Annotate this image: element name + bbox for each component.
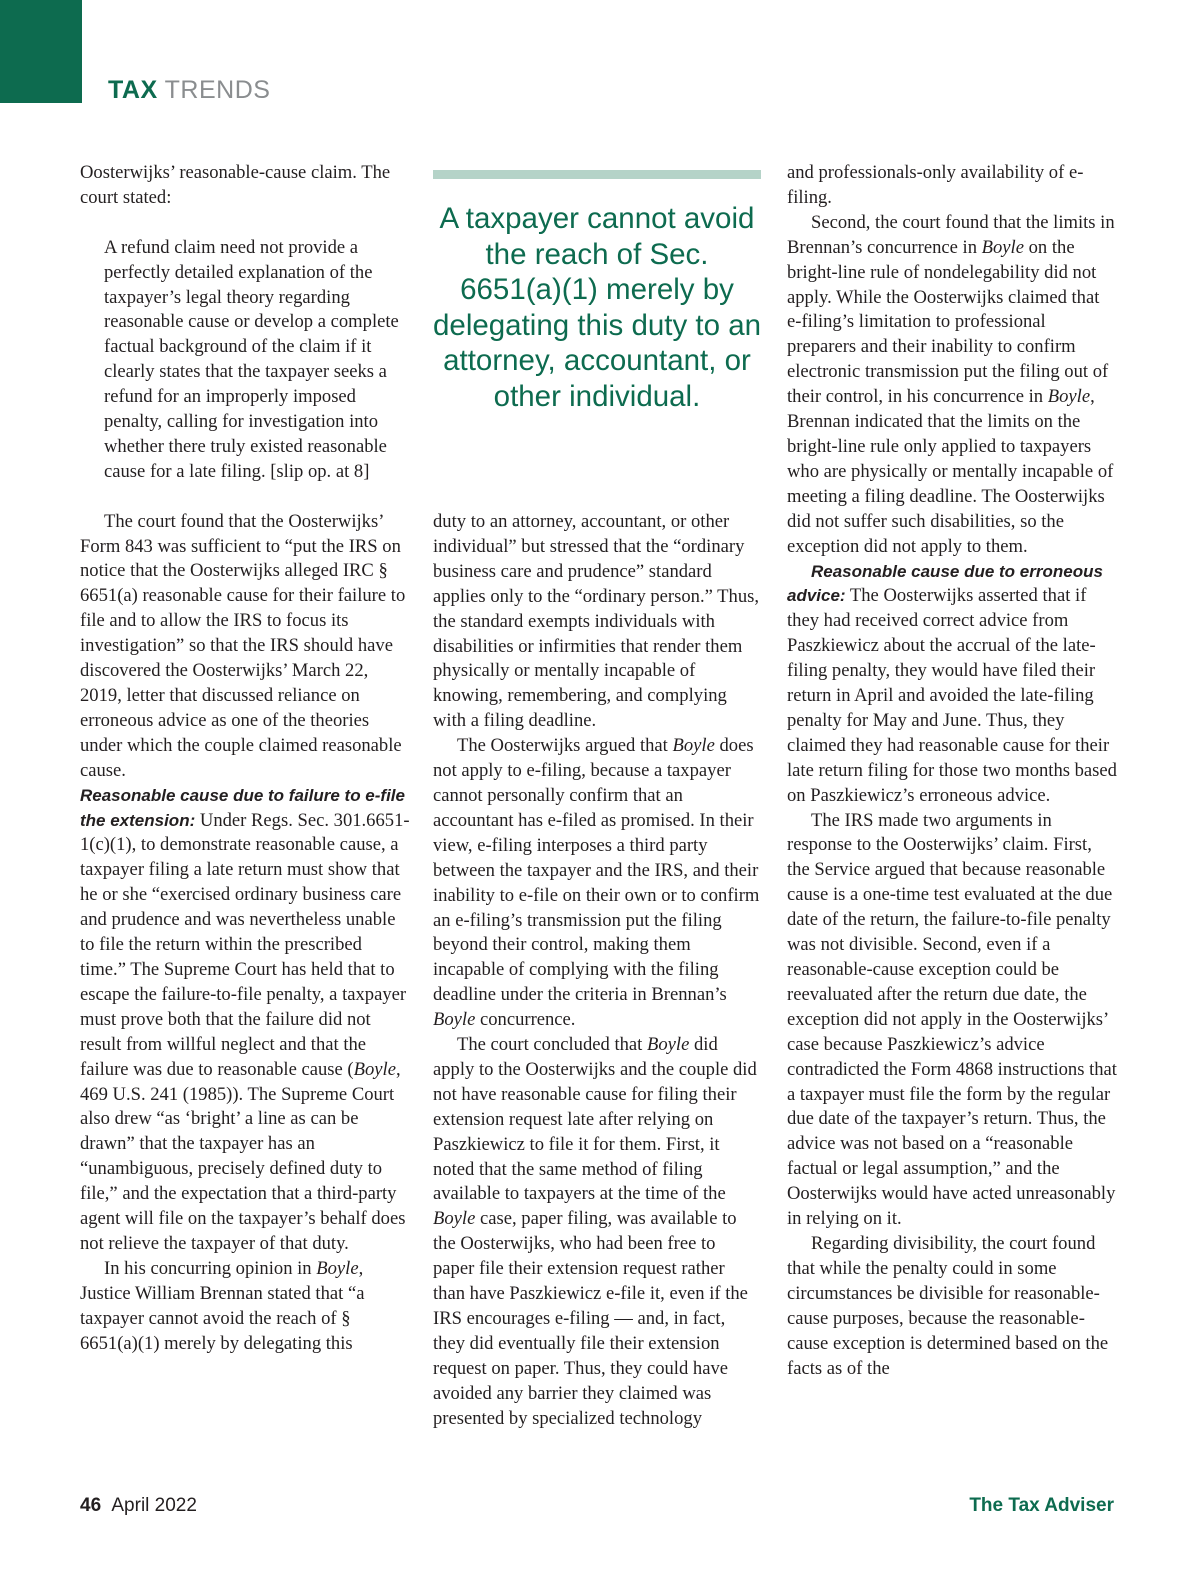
case-name: Boyle [647, 1034, 690, 1056]
case-name: Boyle [353, 1058, 396, 1080]
case-name: Boyle [981, 236, 1024, 258]
block-quote: A refund claim need not provide a perfectly detailed explanation of the taxpayer’s legal theory regarding reasonable cause or develop a complete factual background of the claim if it clearly states that the taxpayer seeks a refund for an improperly imposed penalty, calling for investigation into whether there truly existed reasonable cause for a late filing. [slip op. at 8] [104, 236, 399, 482]
paragraph: The court concluded that Boyle did apply to the Oosterwijks and the couple did not have reasonable cause for filing their extension request late after relying on Paszkiewicz to file it for them. First, it noted that the same method of filing available to taxpayers at the time of the Boyle case, paper filing, was available to the Oosterwijks, who had been free to paper file their extension request rather than have Paszkiewicz e-file it, even if the IRS encourages e-filing — and, in fact, they did eventually file their extension request on paper. Thus, they could have avoided any barrier they claimed was presented by specialized technology [433, 1034, 757, 1429]
pull-quote-rule [433, 170, 761, 179]
page-number: 46 [80, 1495, 102, 1516]
paragraph: The court found that the Oosterwijks’ Form 843 was sufficient to “put the IRS on notice that the Oosterwijks alleged IRC § 6651(a) reasonable cause for their failure to file and to allow the IRS to focus its investigation” so that the IRS should have discovered the Oosterwijks’ March 22, 2019, letter that discussed reliance on erroneous advice as one of the theories under which the couple claimed reasonable cause. [80, 510, 406, 781]
case-name: Boyle [316, 1257, 359, 1279]
paragraph: In his concurring opinion in Boyle, Justice William Brennan stated that “a taxpayer cannot avoid the reach of § 6651(a)(1) merely by delegating this [80, 1257, 365, 1354]
case-name: Boyle [433, 1009, 476, 1031]
section-label-light: TRENDS [164, 76, 271, 104]
pull-quote-text: A taxpayer cannot avoid the reach of Sec. 6651(a)(1) merely by delegating this duty to an attorney, accountant, or other individual. [433, 202, 762, 413]
paragraph: Reasonable cause due to failure to e-file the extension: Under Regs. Sec. 301.6651-1(c)(1), to demonstrate reasonable cause, a taxpayer filing a late return must show that he or she “exercised ordinary business care and prudence and was nevertheless unable to file the return within the prescribed time.” The Supreme Court has held that to escape the failure-to-file penalty, a taxpayer must prove both that the failure did not result from willful neglect and that the failure was due to reasonable cause (Boyle, 469 U.S. 241 (1985)). The Supreme Court also drew “as ‘bright’ a line as can be drawn” that the taxpayer has an “unambiguous, precisely defined duty to file,” and the expectation that a third-party agent will file on the taxpayer’s behalf does not relieve the taxpayer of that duty. [80, 785, 410, 1254]
article-column-3 [787, 161, 1117, 1381]
paragraph: Reasonable cause due to erroneous advice: The Oosterwijks asserted that if they had received correct advice from Paszkiewicz about the accrual of the late-filing penalty, they would have filed their return in April and avoided the late-filing penalty for May and June. Thus, they claimed they had reasonable cause for their late return filing for those two months based on Paszkiewicz’s erroneous advice. [787, 561, 1117, 806]
paragraph: The Oosterwijks argued that Boyle does not apply to e-filing, because a taxpayer cannot personally confirm that an accountant has e-filed as promised. In their view, e-filing interposes a third party between the taxpayer and the IRS, and their inability to e-file on their own or to confirm an e-filing’s transmission put the filing beyond their control, making them incapable of complying with the filing deadline under the criteria in Brennan’s Boyle concurrence. [433, 735, 760, 1031]
section-label [108, 78, 270, 103]
pull-quote [433, 170, 761, 510]
paragraph: Regarding divisibility, the court found that while the penalty could in some circumstances be divisible for reasonable-cause purposes, because the reasonable-cause exception is determined based on the facts as of the [787, 1232, 1109, 1379]
article-column-1 [80, 161, 410, 1356]
section-label-bold: TAX [108, 76, 158, 104]
subhead-runin: Reasonable cause due to failure to e-file the extension: [80, 785, 405, 830]
paragraph: and professionals-only availability of e-filing. [787, 162, 1084, 208]
case-name: Boyle [433, 1208, 476, 1230]
footer-folio [80, 1495, 197, 1517]
paragraph: duty to an attorney, accountant, or other individual” but stressed that the “ordinary business care and prudence” standard applies only to the “ordinary person.” Thus, the standard exempts individuals with disabilities or infirmities that render them physically or mentally incapable of knowing, remembering, and complying with a filing deadline. [433, 511, 760, 732]
publication-name: The Tax Adviser [969, 1495, 1114, 1516]
section-color-tab [0, 0, 82, 103]
case-name: Boyle [1047, 386, 1091, 408]
case-name: Boyle [672, 735, 715, 757]
subhead-runin: Reasonable cause due to erroneous advice: [787, 561, 1103, 606]
paragraph: Second, the court found that the limits in Brennan’s concurrence in Boyle on the bright-line rule of nondelegability did not apply. While the Oosterwijks claimed that e-filing’s limitation to professional preparers and their inability to confirm electronic transmission put the filing out of their control, in his concurrence in Boyle, Brennan indicated that the limits on the bright-line rule only applied to taxpayers who are physically or mentally incapable of meeting a filing deadline. The Oosterwijks did not suffer such disabilities, so the exception did not apply to them. [787, 211, 1115, 557]
paragraph: The IRS made two arguments in response to the Oosterwijks’ claim. First, the Service argued that because reasonable cause is a one-time test evaluated at the due date of the return, the failure-to-file penalty was not divisible. Second, even if a reasonable-cause exception could be reevaluated after the return due date, the exception did not apply in the Oosterwijks’ case because Paszkiewicz’s advice contradicted the Form 4868 instructions that a taxpayer must file the form by the regular due date of the taxpayer’s return. Thus, the advice was not based on a “reasonable factual or legal assumption,” and the Oosterwijks would have acted unreasonably in relying on it. [787, 809, 1117, 1230]
article-column-2 [433, 510, 761, 1432]
issue-date: April 2022 [111, 1495, 197, 1516]
paragraph: Oosterwijks’ reasonable-cause claim. The court stated: [80, 162, 391, 208]
